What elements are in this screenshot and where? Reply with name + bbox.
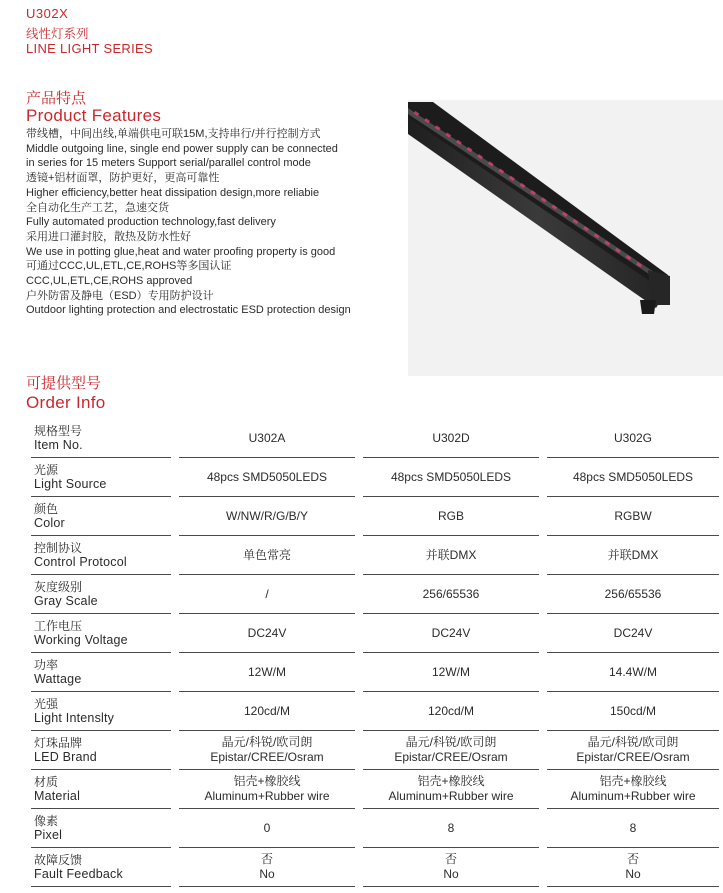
feature-line: Outdoor lighting protection and electrostatic ESD protection design (26, 304, 351, 317)
table-cell: 120cd/M (179, 692, 355, 731)
column-gap (355, 653, 363, 692)
line-light-bar-illustration (408, 100, 723, 376)
feature-line: 全自动化生产工艺，急速交货 (26, 201, 169, 214)
table-cell: U302G (547, 419, 719, 458)
column-gap (355, 536, 363, 575)
table-row (31, 536, 719, 575)
column-gap (171, 731, 179, 770)
cell-line: 否 (626, 852, 639, 866)
cell-line: No (259, 867, 275, 881)
cell-line: 铝壳+橡胶线 (599, 774, 667, 788)
row-label-en: Fault Feedback (34, 867, 123, 881)
column-gap (171, 848, 179, 887)
row-label-cn: 控制协议 (34, 541, 83, 555)
column-gap (539, 809, 547, 848)
table-row (31, 731, 719, 770)
cell-line: Epistar/CREE/Osram (394, 750, 508, 764)
column-gap (355, 458, 363, 497)
column-gap (171, 692, 179, 731)
feature-line: Middle outgoing line, single end power supply can be connected (26, 142, 338, 155)
column-gap (171, 575, 179, 614)
cell-line: 铝壳+橡胶线 (233, 774, 301, 788)
column-gap (539, 458, 547, 497)
row-label (31, 731, 171, 770)
table-cell: 12W/M (363, 653, 539, 692)
cell-line: No (625, 867, 641, 881)
column-gap (539, 419, 547, 458)
features-title-en: Product Features (26, 106, 162, 125)
table-cell (179, 848, 355, 887)
cell-line: 铝壳+橡胶线 (417, 774, 485, 788)
row-label (31, 770, 171, 809)
cell-line: Epistar/CREE/Osram (210, 750, 324, 764)
column-gap (539, 536, 547, 575)
row-label-cn: 像素 (34, 814, 59, 828)
row-label (31, 419, 171, 458)
column-gap (171, 770, 179, 809)
row-label-en: Material (34, 789, 81, 803)
feature-line: We use in potting glue,heat and water proofing property is good (26, 245, 336, 258)
row-label (31, 536, 171, 575)
row-label-cn: 光源 (34, 463, 59, 477)
table-cell: / (179, 575, 355, 614)
table-cell: 120cd/M (363, 692, 539, 731)
features-title-cn: 产品特点 (26, 90, 87, 107)
row-label (31, 692, 171, 731)
row-label (31, 497, 171, 536)
feature-line: 透镜+铝材面罩，防护更好，更高可靠性 (26, 172, 220, 185)
feature-line: 户外防雷及静电（ESD）专用防护设计 (26, 289, 214, 302)
column-gap (171, 419, 179, 458)
table-cell: DC24V (547, 614, 719, 653)
row-label-en: Gray Scale (34, 594, 98, 608)
table-cell (547, 731, 719, 770)
table-row (31, 614, 719, 653)
row-label (31, 653, 171, 692)
feature-line: Fully automated production technology,fast delivery (26, 216, 276, 229)
feature-line: CCC,UL,ETL,CE,ROHS approved (26, 275, 193, 288)
row-label-en: Color (34, 516, 65, 530)
table-cell: 256/65536 (547, 575, 719, 614)
table-cell: 12W/M (179, 653, 355, 692)
column-gap (171, 653, 179, 692)
row-label-cn: 颜色 (34, 502, 59, 516)
column-gap (355, 419, 363, 458)
features-list (26, 127, 411, 318)
table-row (31, 497, 719, 536)
feature-line: 可通过CCC,UL,ETL,CE,ROHS等多国认证 (26, 260, 232, 273)
table-cell: DC24V (363, 614, 539, 653)
column-gap (355, 497, 363, 536)
row-label-cn: 工作电压 (34, 619, 83, 633)
table-cell: 8 (547, 809, 719, 848)
table-cell (547, 770, 719, 809)
series-name-en: LINE LIGHT SERIES (26, 41, 153, 56)
row-label-cn: 故障反馈 (34, 853, 83, 867)
feature-line: 带线槽，中间出线,单端供电可联15M,支持串行/并行控制方式 (26, 128, 321, 140)
table-cell: 并联DMX (547, 536, 719, 575)
row-label (31, 458, 171, 497)
column-gap (539, 497, 547, 536)
table-cell: 8 (363, 809, 539, 848)
column-gap (355, 731, 363, 770)
table-row (31, 848, 719, 887)
column-gap (539, 653, 547, 692)
row-label-en: Item No. (34, 438, 83, 452)
feature-line: Higher efficiency,better heat dissipation design,more reliabie (26, 186, 320, 199)
table-cell: RGBW (547, 497, 719, 536)
row-label-en: Working Voltage (34, 633, 128, 647)
column-gap (539, 575, 547, 614)
table-cell (179, 770, 355, 809)
table-cell (363, 770, 539, 809)
table-cell: 并联DMX (363, 536, 539, 575)
table-row (31, 458, 719, 497)
row-label-en: LED Brand (34, 750, 97, 764)
cell-line: Aluminum+Rubber wire (388, 789, 514, 803)
row-label-cn: 材质 (34, 775, 59, 789)
table-cell: U302D (363, 419, 539, 458)
row-label-cn: 光强 (34, 697, 59, 711)
table-cell (363, 731, 539, 770)
column-gap (355, 770, 363, 809)
column-gap (171, 614, 179, 653)
row-label (31, 848, 171, 887)
row-label-en: Control Protocol (34, 555, 127, 569)
table-cell: 14.4W/M (547, 653, 719, 692)
feature-line: in series for 15 meters Support serial/parallel control mode (26, 157, 311, 170)
column-gap (171, 809, 179, 848)
table-row (31, 575, 719, 614)
model-code: U302X (26, 6, 69, 21)
table-cell: 48pcs SMD5050LEDS (363, 458, 539, 497)
table-row (31, 692, 719, 731)
cell-line: 否 (444, 852, 457, 866)
cell-line: Aluminum+Rubber wire (570, 789, 696, 803)
table-cell: U302A (179, 419, 355, 458)
table-cell: 单色常亮 (179, 536, 355, 575)
table-cell: 0 (179, 809, 355, 848)
row-label-cn: 规格型号 (34, 424, 83, 438)
table-row (31, 770, 719, 809)
column-gap (171, 536, 179, 575)
row-label-en: Light Intenslty (34, 711, 115, 725)
table-cell: 256/65536 (363, 575, 539, 614)
cell-line: Aluminum+Rubber wire (204, 789, 330, 803)
column-gap (539, 731, 547, 770)
table-cell: DC24V (179, 614, 355, 653)
table-cell (363, 848, 539, 887)
table-row (31, 653, 719, 692)
row-label-en: Light Source (34, 477, 107, 491)
table-cell: 48pcs SMD5050LEDS (547, 458, 719, 497)
cell-line: 晶元/科锐/欧司朗 (405, 735, 497, 749)
cell-line: 晶元/科锐/欧司朗 (221, 735, 313, 749)
table-cell: RGB (363, 497, 539, 536)
column-gap (539, 614, 547, 653)
table-cell: 48pcs SMD5050LEDS (179, 458, 355, 497)
row-label-cn: 灯珠品牌 (34, 736, 83, 750)
column-gap (355, 575, 363, 614)
table-cell (547, 848, 719, 887)
row-label-cn: 灰度级别 (34, 580, 83, 594)
table-row (31, 419, 719, 458)
column-gap (355, 809, 363, 848)
column-gap (355, 614, 363, 653)
column-gap (171, 458, 179, 497)
row-label-en: Pixel (34, 828, 63, 842)
table-cell: W/NW/R/G/B/Y (179, 497, 355, 536)
row-label (31, 614, 171, 653)
cell-line: No (443, 867, 459, 881)
column-gap (539, 770, 547, 809)
row-label-en: Wattage (34, 672, 82, 686)
order-title-en: Order Info (26, 393, 106, 412)
order-title-cn: 可提供型号 (26, 375, 102, 392)
column-gap (539, 692, 547, 731)
column-gap (355, 848, 363, 887)
cell-line: Epistar/CREE/Osram (576, 750, 690, 764)
row-label-cn: 功率 (34, 658, 59, 672)
table-cell: 150cd/M (547, 692, 719, 731)
series-name-cn: 线性灯系列 (26, 27, 89, 41)
table-row (31, 809, 719, 848)
feature-line: 采用进口灌封胶，散热及防水性好 (26, 230, 191, 243)
cell-line: 否 (260, 852, 273, 866)
row-label (31, 809, 171, 848)
cell-line: 晶元/科锐/欧司朗 (587, 735, 679, 749)
column-gap (539, 848, 547, 887)
order-info-table (31, 419, 719, 887)
column-gap (355, 692, 363, 731)
table-cell (179, 731, 355, 770)
product-image (408, 100, 723, 376)
row-label (31, 575, 171, 614)
column-gap (171, 497, 179, 536)
